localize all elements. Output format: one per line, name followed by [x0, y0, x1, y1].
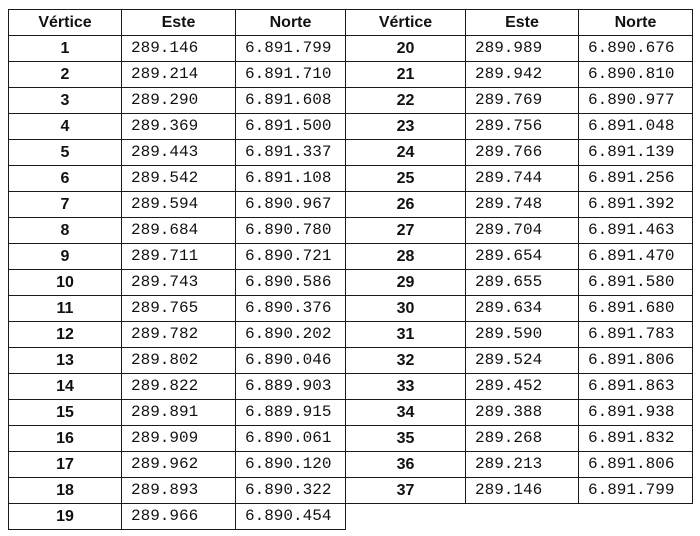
norte-cell: 6.890.967 [236, 192, 346, 218]
este-cell: 289.989 [466, 36, 579, 62]
table-row [9, 400, 693, 426]
este-cell: 289.655 [466, 270, 579, 296]
table-row [9, 478, 693, 504]
vertice-cell: 20 [346, 36, 466, 62]
este-cell: 289.684 [122, 218, 236, 244]
vertice-cell: 33 [346, 374, 466, 400]
table-row [9, 36, 693, 62]
vertice-cell: 4 [9, 114, 122, 140]
header-este-left: Este [122, 10, 236, 36]
este-cell: 289.765 [122, 296, 236, 322]
vertice-cell: 25 [346, 166, 466, 192]
vertice-cell: 6 [9, 166, 122, 192]
norte-cell: 6.891.608 [236, 88, 346, 114]
vertice-cell: 24 [346, 140, 466, 166]
norte-cell: 6.890.202 [236, 322, 346, 348]
norte-cell: 6.891.806 [579, 348, 693, 374]
vertice-cell: 27 [346, 218, 466, 244]
norte-cell: 6.891.806 [579, 452, 693, 478]
norte-cell: 6.891.580 [579, 270, 693, 296]
norte-cell: 6.891.938 [579, 400, 693, 426]
norte-cell: 6.890.977 [579, 88, 693, 114]
norte-cell: 6.891.710 [236, 62, 346, 88]
norte-cell: 6.891.863 [579, 374, 693, 400]
este-cell: 289.748 [466, 192, 579, 218]
este-cell: 289.634 [466, 296, 579, 322]
table-row [9, 62, 693, 88]
este-cell: 289.704 [466, 218, 579, 244]
norte-cell: 6.891.799 [579, 478, 693, 504]
vertice-cell: 5 [9, 140, 122, 166]
norte-cell: 6.890.061 [236, 426, 346, 452]
este-cell: 289.909 [122, 426, 236, 452]
table-row [9, 426, 693, 452]
norte-cell: 6.890.046 [236, 348, 346, 374]
table-row [9, 88, 693, 114]
vertice-cell: 29 [346, 270, 466, 296]
table-row [9, 348, 693, 374]
norte-cell: 6.891.783 [579, 322, 693, 348]
este-cell: 289.822 [122, 374, 236, 400]
vertice-cell: 35 [346, 426, 466, 452]
table-row [9, 244, 693, 270]
vertice-cell: 8 [9, 218, 122, 244]
este-cell: 289.213 [466, 452, 579, 478]
vertice-cell: 16 [9, 426, 122, 452]
table-row [9, 374, 693, 400]
table-row [9, 452, 693, 478]
norte-cell: 6.890.376 [236, 296, 346, 322]
este-cell: 289.769 [466, 88, 579, 114]
norte-cell: 6.891.048 [579, 114, 693, 140]
table-row [9, 504, 693, 530]
vertice-cell: 17 [9, 452, 122, 478]
header-vertice-left: Vértice [9, 10, 122, 36]
norte-cell: 6.891.470 [579, 244, 693, 270]
vertice-cell: 14 [9, 374, 122, 400]
este-cell: 289.766 [466, 140, 579, 166]
header-vertice-right: Vértice [346, 10, 466, 36]
coordinates-table [8, 9, 693, 530]
norte-cell: 6.891.500 [236, 114, 346, 140]
norte-cell: 6.891.832 [579, 426, 693, 452]
vertice-cell: 26 [346, 192, 466, 218]
vertice-cell: 3 [9, 88, 122, 114]
vertice-cell: 10 [9, 270, 122, 296]
este-cell: 289.942 [466, 62, 579, 88]
este-cell: 289.802 [122, 348, 236, 374]
header-este-right: Este [466, 10, 579, 36]
este-cell: 289.893 [122, 478, 236, 504]
norte-cell: 6.891.463 [579, 218, 693, 244]
header-row [9, 10, 693, 36]
vertice-cell: 18 [9, 478, 122, 504]
este-cell: 289.524 [466, 348, 579, 374]
norte-cell: 6.890.810 [579, 62, 693, 88]
este-cell: 289.290 [122, 88, 236, 114]
vertice-cell: 23 [346, 114, 466, 140]
este-cell: 289.146 [466, 478, 579, 504]
norte-cell: 6.890.586 [236, 270, 346, 296]
norte-cell: 6.890.780 [236, 218, 346, 244]
header-norte-left: Norte [236, 10, 346, 36]
este-cell: 289.782 [122, 322, 236, 348]
table-row [9, 114, 693, 140]
este-cell: 289.214 [122, 62, 236, 88]
header-norte-right: Norte [579, 10, 693, 36]
norte-cell: 6.889.915 [236, 400, 346, 426]
vertice-cell: 9 [9, 244, 122, 270]
norte-cell: 6.890.322 [236, 478, 346, 504]
este-cell: 289.590 [466, 322, 579, 348]
table-row [9, 140, 693, 166]
vertice-cell: 34 [346, 400, 466, 426]
vertice-cell: 22 [346, 88, 466, 114]
este-cell: 289.966 [122, 504, 236, 530]
norte-cell: 6.891.337 [236, 140, 346, 166]
table-row [9, 218, 693, 244]
este-cell: 289.743 [122, 270, 236, 296]
table-row [9, 192, 693, 218]
norte-cell: 6.891.680 [579, 296, 693, 322]
table-row [9, 166, 693, 192]
vertice-cell: 19 [9, 504, 122, 530]
este-cell: 289.744 [466, 166, 579, 192]
este-cell: 289.268 [466, 426, 579, 452]
norte-cell: 6.891.256 [579, 166, 693, 192]
norte-cell: 6.891.799 [236, 36, 346, 62]
vertice-cell: 37 [346, 478, 466, 504]
norte-cell: 6.889.903 [236, 374, 346, 400]
norte-cell: 6.890.676 [579, 36, 693, 62]
este-cell: 289.369 [122, 114, 236, 140]
este-cell: 289.711 [122, 244, 236, 270]
norte-cell: 6.890.454 [236, 504, 346, 530]
este-cell: 289.388 [466, 400, 579, 426]
vertice-cell: 13 [9, 348, 122, 374]
vertice-cell: 36 [346, 452, 466, 478]
vertice-cell: 12 [9, 322, 122, 348]
este-cell: 289.962 [122, 452, 236, 478]
vertice-cell: 11 [9, 296, 122, 322]
vertice-cell: 1 [9, 36, 122, 62]
norte-cell: 6.891.108 [236, 166, 346, 192]
este-cell: 289.891 [122, 400, 236, 426]
este-cell: 289.594 [122, 192, 236, 218]
vertice-cell: 28 [346, 244, 466, 270]
este-cell: 289.443 [122, 140, 236, 166]
este-cell: 289.756 [466, 114, 579, 140]
norte-cell: 6.891.139 [579, 140, 693, 166]
vertice-cell: 30 [346, 296, 466, 322]
este-cell: 289.146 [122, 36, 236, 62]
empty-cell [346, 504, 693, 530]
vertice-cell: 7 [9, 192, 122, 218]
norte-cell: 6.890.721 [236, 244, 346, 270]
norte-cell: 6.890.120 [236, 452, 346, 478]
vertice-cell: 15 [9, 400, 122, 426]
norte-cell: 6.891.392 [579, 192, 693, 218]
vertice-cell: 32 [346, 348, 466, 374]
table-row [9, 270, 693, 296]
vertice-cell: 21 [346, 62, 466, 88]
este-cell: 289.542 [122, 166, 236, 192]
vertice-cell: 2 [9, 62, 122, 88]
table-row [9, 322, 693, 348]
vertice-cell: 31 [346, 322, 466, 348]
table-row [9, 296, 693, 322]
este-cell: 289.654 [466, 244, 579, 270]
este-cell: 289.452 [466, 374, 579, 400]
